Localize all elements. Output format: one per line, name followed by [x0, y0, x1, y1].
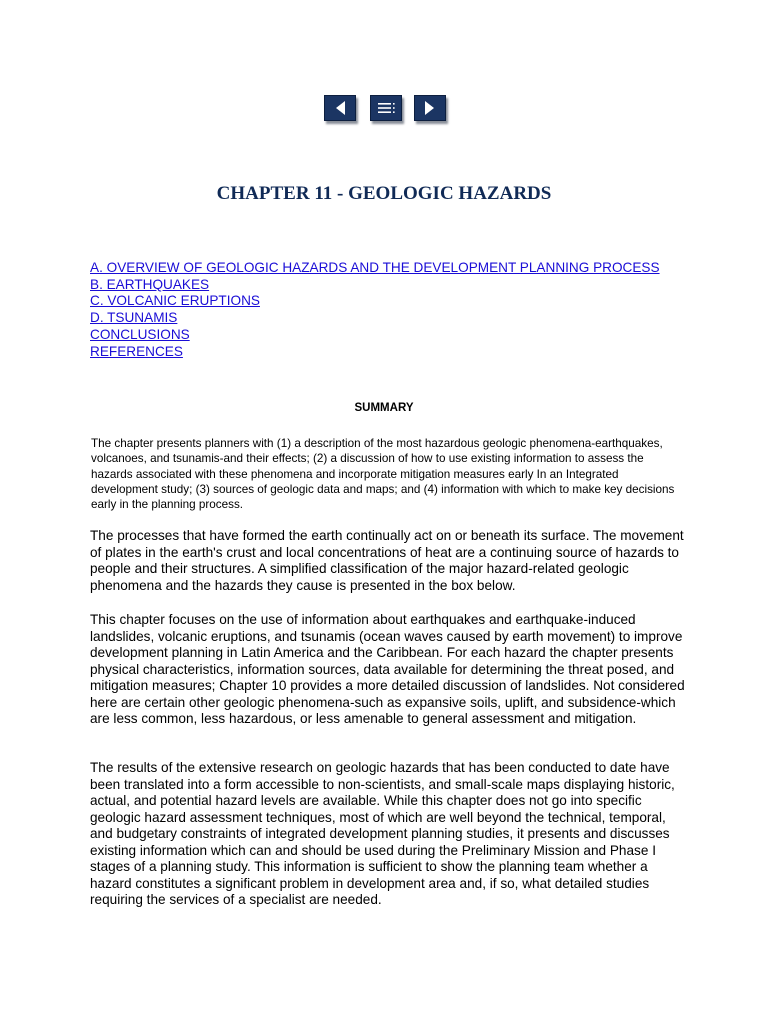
arrow-right-icon: [415, 96, 445, 120]
summary-heading: SUMMARY: [354, 402, 414, 414]
toc-link-volcanic-eruptions[interactable]: C. VOLCANIC ERUPTIONS: [90, 293, 260, 309]
toc-item: [90, 277, 730, 294]
toc-link-earthquakes[interactable]: B. EARTHQUAKES: [90, 276, 210, 292]
toc-item: [90, 327, 730, 344]
toc-link-conclusions[interactable]: CONCLUSIONS: [90, 326, 190, 342]
body-paragraph: This chapter focuses on the use of information about earthquakes and earthquake-induced landslides, volcanic eruptions, and tsunamis (ocean waves caused by earth movement) to improve development planning in Latin America and the Caribbean. For each hazard the chapter presents physical characteristics, information sources, data available for determining the threat posed, and mitigation measures; Chapter 10 provides a more detailed discussion of landslides. Not considered here are certain other geologic phenomena-such as expansive soils, uplift, and subsidence-which are less common, less hazardous, or less amenable to general assessment and mitigation.: [90, 612, 685, 726]
previous-page-button[interactable]: [324, 95, 356, 121]
toc-link-references[interactable]: REFERENCES: [90, 343, 183, 359]
table-of-contents: [90, 260, 730, 360]
menu-list-icon: [371, 96, 401, 120]
toc-item: [90, 344, 730, 361]
body-paragraph: The results of the extensive research on geologic hazards that has been conducted to date have been translated into a form accessible to non-scientists, and small-scale maps displaying historic, actual, and potential hazard levels are available. While this chapter does not go into specific geologic hazard assessment techniques, most of which are well beyond the technical, temporal, and budgetary constraints of integrated development planning studies, it presents and discusses existing information which can and should be used during the Preliminary Mission and Phase I stages of a planning study. This information is sufficient to show the planning team whether a hazard constitutes a significant problem in development area and, if so, what detailed studies requiring the services of a specialist are needed.: [90, 760, 675, 907]
next-page-button[interactable]: [414, 95, 446, 121]
toc-link-tsunamis[interactable]: D. TSUNAMIS: [90, 310, 178, 326]
page-title: CHAPTER 11 - GEOLOGIC HAZARDS: [216, 183, 552, 204]
toc-item: [90, 293, 730, 310]
page-navigation: [324, 95, 448, 125]
arrow-left-icon: [325, 96, 355, 120]
table-of-contents-button[interactable]: [370, 95, 402, 121]
body-paragraph: The processes that have formed the earth continually act on or beneath its surface. The movement of plates in the earth's crust and local concentrations of heat are a continuing source of hazards to people and their structures. A simplified classification of the major hazard-related geologic phenomena and the hazards they cause is presented in the box below.: [90, 528, 684, 593]
summary-text: The chapter presents planners with (1) a description of the most hazardous geologic phenomena-earthquakes, volcanoes, and tsunamis-and their effects; (2) a discussion of how to use existing information to assess the hazards associated with these phenomena and incorporate mitigation measures early In an Integrated development study; (3) sources of geologic data and maps; and (4) information with which to make key decisions early in the planning process.: [91, 437, 675, 512]
toc-item: [90, 310, 730, 327]
toc-link-overview[interactable]: A. OVERVIEW OF GEOLOGIC HAZARDS AND THE DEVELOPMENT PLANNING PROCESS: [90, 260, 660, 275]
toc-item: [90, 260, 730, 277]
